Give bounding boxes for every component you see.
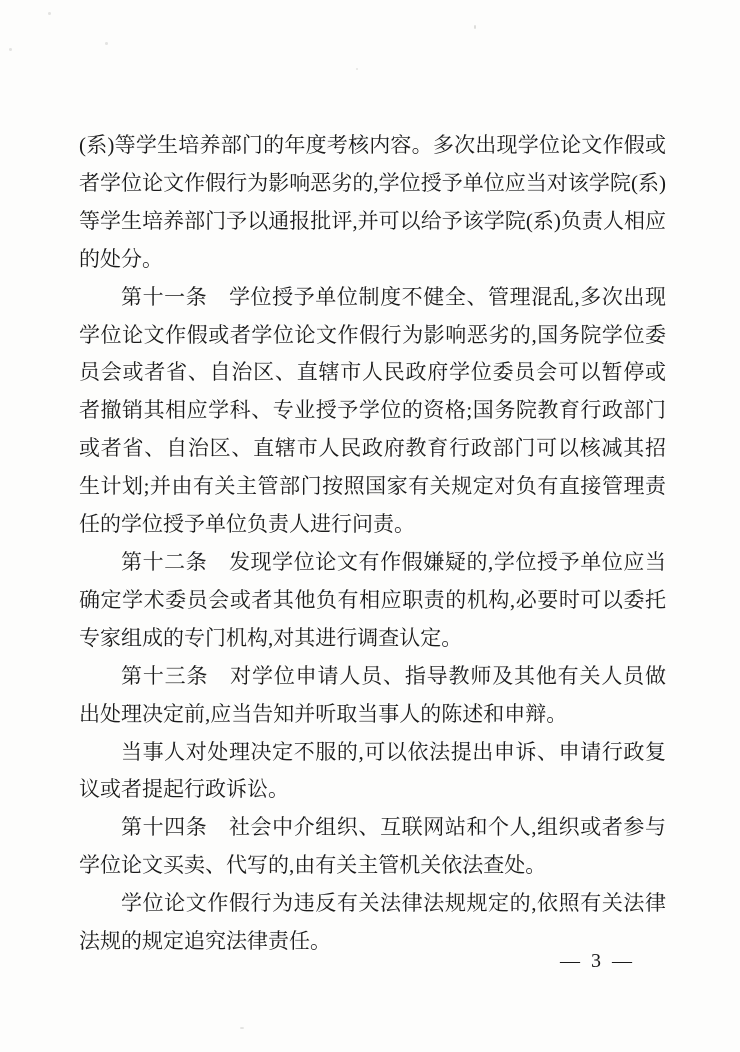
scan-speck bbox=[9, 48, 12, 51]
paragraph-article-14-liability: 学位论文作假行为违反有关法律法规规定的,依照有关法律法规的规定追究法律责任。 bbox=[79, 891, 666, 954]
paragraph-article-12: 第十二条 发现学位论文有作假嫌疑的,学位授予单位应当确定学术委员会或者其他负有相应职责的机构,必要时可以委托专家组成的专门机构,对其进行调查认定。 bbox=[79, 549, 666, 650]
scan-speck bbox=[48, 12, 51, 15]
paragraph-article-11: 第十一条 学位授予单位制度不健全、管理混乱,多次出现学位论文作假或者学位论文作假行为影响恶劣的,国务院学位委员会或者省、自治区、直辖市人民政府学位委员会可以暂停或者撤销其相应学科、专业授予学位的资格;国务院教育行政部门或者省、自治区、直辖市人民政府教育行政部门可以核减其招生计划;并由有关主管部门按照国家有关规定对负有直接管理责任的学位授予单位负责人进行问责。 bbox=[79, 284, 666, 537]
scan-speck bbox=[105, 42, 108, 45]
scan-speck bbox=[474, 25, 476, 29]
scan-speck bbox=[356, 68, 358, 70]
paragraph-article-13-appeal: 当事人对处理决定不服的,可以依法提出申诉、申请行政复议或者提起行政诉讼。 bbox=[79, 739, 666, 802]
paragraph-article-13: 第十三条 对学位申请人员、指导教师及其他有关人员做出处理决定前,应当告知并听取当事人的陈述和申辩。 bbox=[79, 663, 666, 726]
document-body-text bbox=[79, 127, 666, 961]
paragraph-article-14: 第十四条 社会中介组织、互联网站和个人,组织或者参与学位论文买卖、代写的,由有关主管机关依法查处。 bbox=[79, 815, 666, 878]
paragraph-continuation: (系)等学生培养部门的年度考核内容。多次出现学位论文作假或者学位论文作假行为影响恶劣的,学位授予单位应当对该学院(系)等学生培养部门予以通报批评,并可以给予该学院(系)负责人相应的处分。 bbox=[79, 133, 666, 271]
scan-speck bbox=[240, 1027, 244, 1029]
page-number: — 3 — bbox=[560, 950, 635, 972]
